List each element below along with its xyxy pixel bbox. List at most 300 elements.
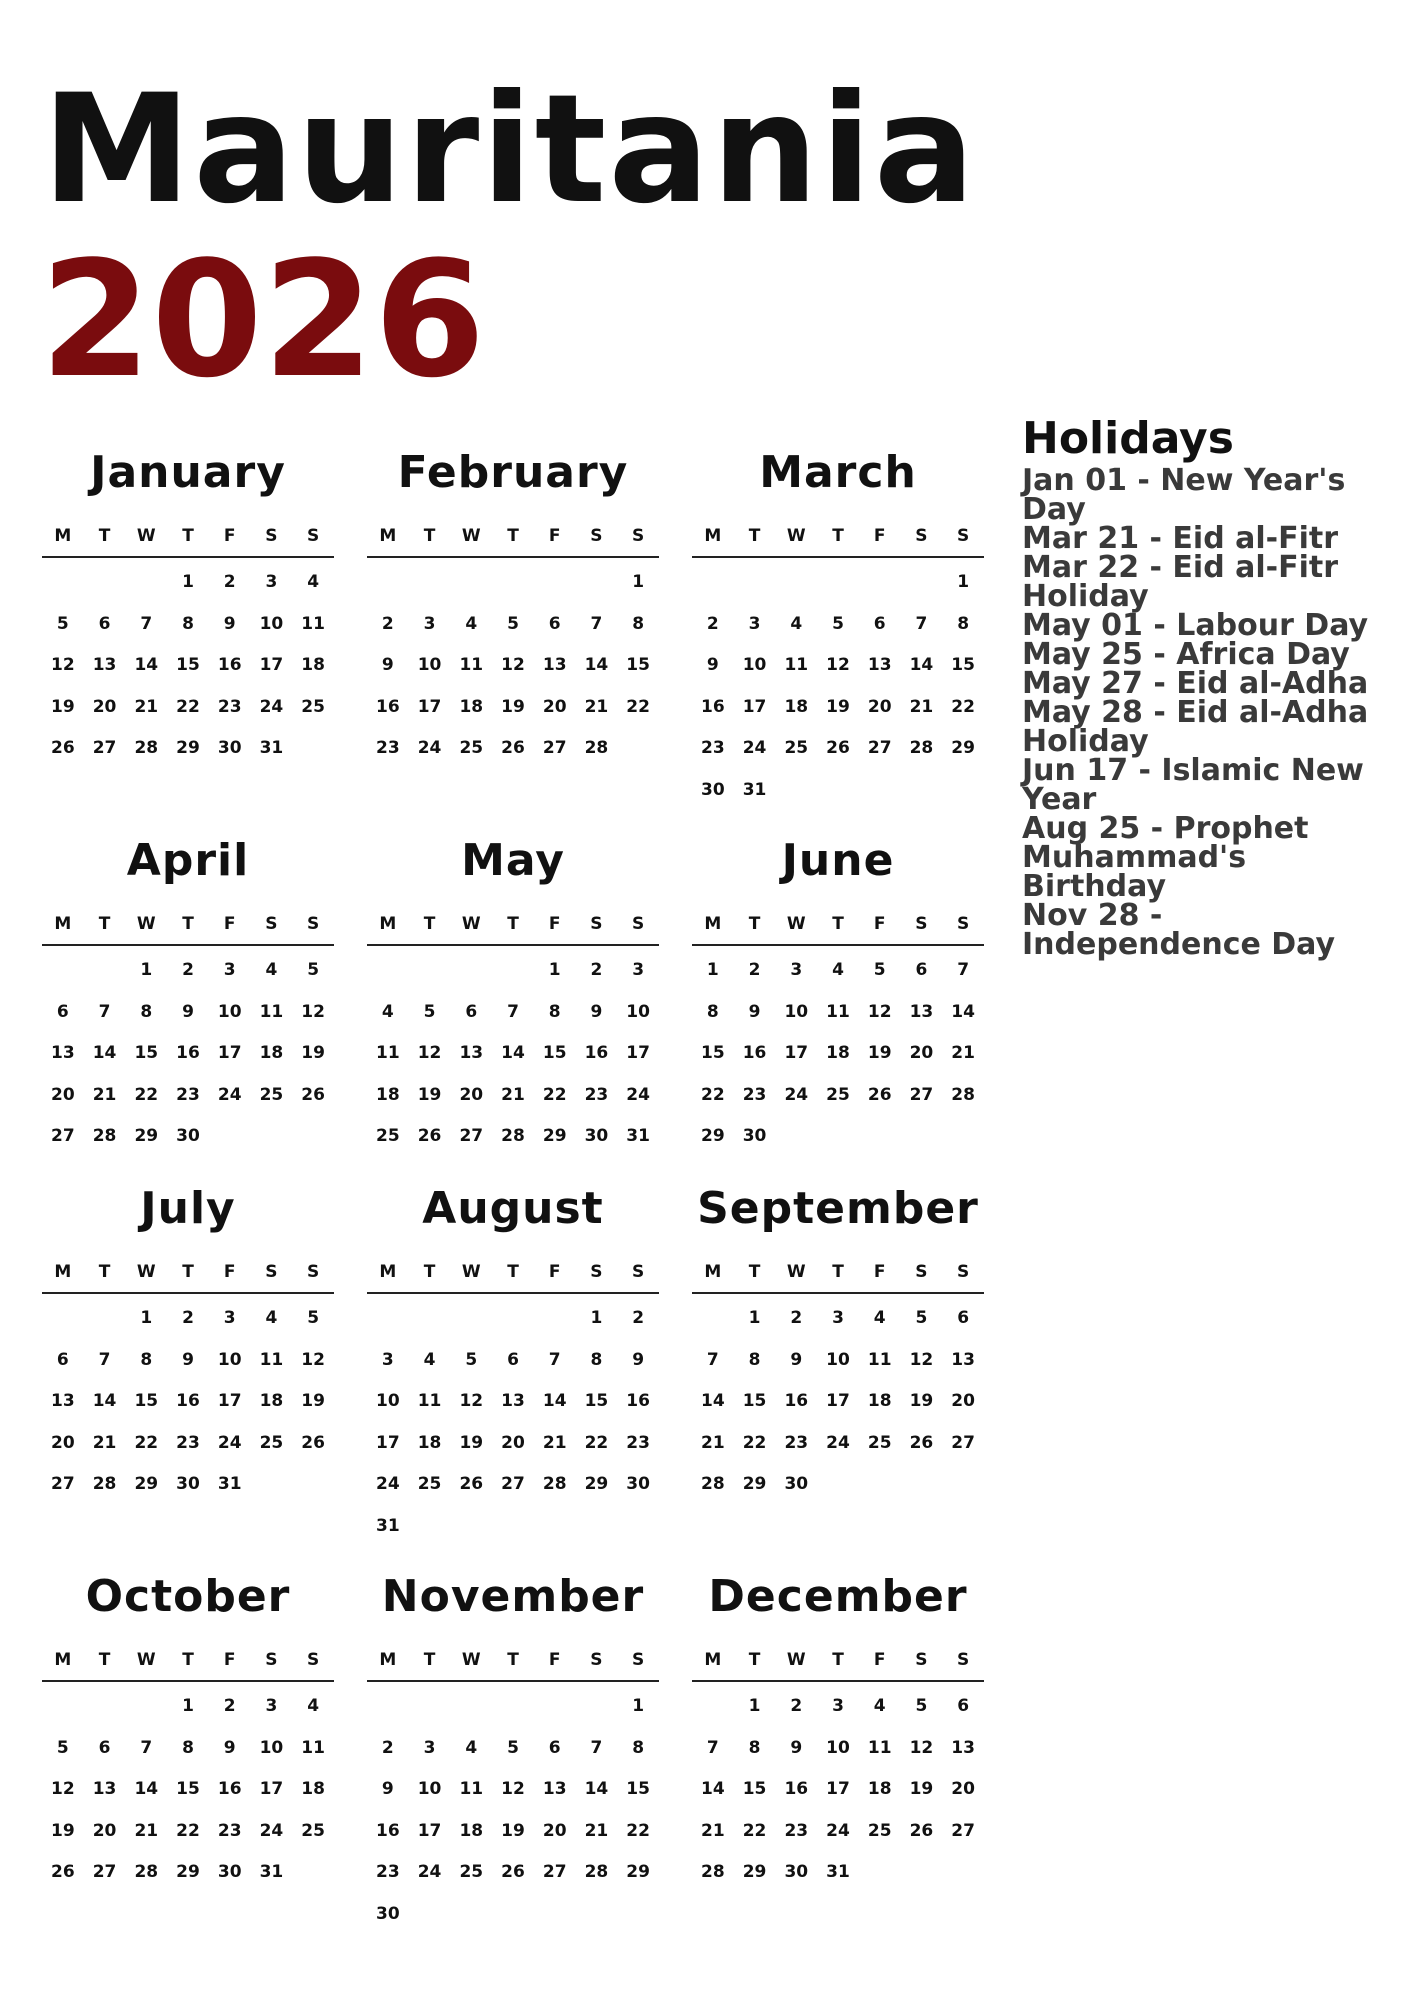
day-cell: 23: [217, 696, 242, 717]
day-cell: 28: [92, 1126, 117, 1146]
day-cell: 25: [301, 1820, 325, 1841]
month-calendar: [42, 830, 334, 1158]
day-cell: 11: [459, 1779, 484, 1799]
empty-day-cell: [84, 950, 126, 992]
day-cell: 24: [826, 1432, 850, 1453]
day-cell: 13: [51, 1043, 75, 1063]
day-cell: 17: [626, 1043, 650, 1063]
holiday-item: Jun 17 - Islamic New Year: [1022, 753, 1364, 817]
day-cell: 10: [376, 1391, 400, 1411]
holiday-item: May 27 - Eid al-Adha: [1022, 666, 1369, 701]
day-cell: 16: [626, 1391, 650, 1411]
day-cell: 30: [217, 1862, 242, 1882]
weekday-header: [42, 516, 334, 558]
day-cell: 12: [501, 1779, 525, 1799]
day-cell: 31: [376, 1515, 400, 1536]
day-cell: 23: [176, 1084, 200, 1105]
day-cell: 22: [134, 1084, 159, 1105]
day-cell: 16: [217, 655, 242, 675]
day-cell: 16: [784, 1391, 809, 1411]
empty-day-cell: [42, 1298, 84, 1340]
days-grid: [42, 946, 334, 1158]
day-cell: 22: [626, 696, 650, 717]
day-cell: 19: [501, 696, 525, 717]
day-cell: 6: [548, 1737, 561, 1758]
day-cell: 5: [423, 1001, 436, 1022]
day-cell: 19: [867, 1043, 892, 1063]
day-cell: 1: [632, 1696, 645, 1716]
day-cell: 16: [376, 696, 400, 717]
day-cell: 12: [909, 1737, 934, 1758]
day-cell: 14: [501, 1043, 525, 1063]
day-cell: 31: [626, 1126, 650, 1146]
day-cell: 29: [134, 1474, 159, 1494]
day-cell: 22: [584, 1432, 609, 1453]
day-cell: 2: [706, 613, 719, 634]
day-cell: 4: [873, 1696, 886, 1716]
weekday-header: [42, 1640, 334, 1682]
empty-day-cell: [817, 562, 859, 604]
day-cell: 16: [217, 1779, 242, 1799]
day-cell: 23: [376, 738, 400, 758]
day-cell: 24: [626, 1084, 650, 1105]
day-cell: 8: [182, 613, 194, 634]
day-cell: 17: [826, 1779, 850, 1799]
weekday-label: F: [548, 914, 561, 934]
day-cell: 19: [826, 696, 850, 717]
day-cell: 12: [417, 1043, 442, 1063]
weekday-label: S: [957, 914, 970, 934]
day-cell: 28: [92, 1474, 117, 1494]
day-cell: 19: [459, 1432, 484, 1453]
day-cell: 14: [584, 1779, 609, 1799]
empty-day-cell: [692, 562, 734, 604]
weekday-label: S: [590, 1262, 603, 1282]
day-cell: 1: [706, 960, 719, 980]
day-cell: 22: [951, 696, 975, 717]
day-cell: 30: [176, 1474, 200, 1494]
day-cell: 1: [140, 1308, 153, 1328]
day-cell: 24: [217, 1084, 242, 1105]
day-cell: 27: [542, 1862, 567, 1882]
day-cell: 1: [182, 1696, 194, 1716]
day-cell: 8: [548, 1001, 561, 1022]
day-cell: 23: [584, 1084, 609, 1105]
day-cell: 8: [748, 1349, 761, 1370]
empty-day-cell: [534, 562, 576, 604]
day-cell: 18: [259, 1043, 284, 1063]
day-cell: 2: [223, 1696, 236, 1716]
day-cell: 20: [92, 696, 117, 717]
day-cell: 6: [98, 613, 111, 634]
empty-day-cell: [367, 562, 409, 604]
weekday-label: S: [915, 1650, 928, 1670]
empty-day-cell: [42, 950, 84, 992]
weekday-label: S: [632, 526, 645, 546]
day-cell: 12: [501, 655, 525, 675]
day-cell: 26: [459, 1474, 484, 1494]
day-cell: 21: [134, 1820, 159, 1841]
day-cell: 6: [915, 960, 928, 980]
day-cell: 19: [301, 1391, 325, 1411]
empty-day-cell: [492, 1686, 534, 1728]
day-cell: 26: [501, 738, 525, 758]
month-calendar: [367, 830, 659, 1158]
day-cell: 29: [542, 1126, 567, 1146]
weekday-header: [692, 904, 984, 946]
day-cell: 2: [590, 960, 603, 980]
holidays-panel: [1022, 412, 1382, 962]
day-cell: 10: [259, 1737, 284, 1758]
day-cell: 28: [584, 1862, 609, 1882]
day-cell: 26: [909, 1432, 934, 1453]
empty-day-cell: [409, 562, 451, 604]
day-cell: 7: [590, 613, 603, 634]
day-cell: 27: [459, 1126, 484, 1146]
day-cell: 26: [867, 1084, 892, 1105]
weekday-header: [367, 1252, 659, 1294]
day-cell: 3: [265, 1696, 278, 1716]
weekday-label: S: [265, 1262, 278, 1282]
day-cell: 7: [140, 1737, 153, 1758]
day-cell: 6: [98, 1737, 111, 1758]
weekday-label: F: [873, 1650, 886, 1670]
day-cell: 12: [867, 1001, 892, 1022]
day-cell: 13: [501, 1391, 525, 1411]
day-cell: 17: [826, 1391, 850, 1411]
day-cell: 20: [51, 1084, 75, 1105]
weekday-label: M: [704, 1262, 722, 1282]
day-cell: 11: [259, 1349, 284, 1370]
day-cell: 11: [301, 1737, 325, 1758]
weekday-label: F: [223, 1262, 236, 1282]
empty-day-cell: [42, 1686, 84, 1728]
day-cell: 15: [626, 655, 650, 675]
day-cell: 29: [742, 1862, 767, 1882]
day-cell: 17: [217, 1043, 242, 1063]
day-cell: 15: [701, 1043, 725, 1063]
day-cell: 26: [51, 738, 75, 758]
weekday-header: [367, 1640, 659, 1682]
month-name: October: [85, 1571, 291, 1622]
weekday-header: [367, 516, 659, 558]
weekday-label: T: [507, 1650, 519, 1670]
weekday-label: S: [265, 526, 278, 546]
weekday-label: T: [507, 1262, 519, 1282]
weekday-header: [692, 1252, 984, 1294]
day-cell: 30: [217, 738, 242, 758]
day-cell: 29: [701, 1126, 725, 1146]
day-cell: 3: [790, 960, 803, 980]
day-cell: 20: [951, 1391, 975, 1411]
day-cell: 15: [134, 1043, 159, 1063]
day-cell: 14: [542, 1391, 567, 1411]
day-cell: 14: [92, 1043, 117, 1063]
day-cell: 24: [417, 1862, 442, 1882]
day-cell: 14: [951, 1001, 975, 1022]
holiday-item: Nov 28 - Independence Day: [1022, 898, 1336, 962]
weekday-label: S: [265, 914, 278, 934]
day-cell: 18: [459, 1820, 484, 1841]
days-grid: [367, 558, 659, 770]
day-cell: 18: [417, 1432, 442, 1453]
weekday-label: T: [98, 1650, 111, 1670]
weekday-label: F: [873, 914, 886, 934]
day-cell: 15: [176, 1779, 200, 1799]
day-cell: 9: [381, 1779, 394, 1799]
day-cell: 5: [507, 613, 519, 634]
day-cell: 9: [223, 1737, 236, 1758]
holiday-item: Aug 25 - Prophet Muhammad's Birthday: [1022, 811, 1309, 904]
weekday-label: M: [704, 1650, 722, 1670]
empty-day-cell: [409, 1298, 451, 1340]
day-cell: 9: [632, 1349, 645, 1370]
day-cell: 31: [217, 1474, 242, 1494]
day-cell: 31: [826, 1862, 850, 1882]
day-cell: 26: [301, 1432, 325, 1453]
day-cell: 25: [459, 738, 484, 758]
empty-day-cell: [367, 1686, 409, 1728]
day-cell: 9: [790, 1349, 803, 1370]
day-cell: 10: [217, 1001, 242, 1022]
day-cell: 11: [867, 1737, 892, 1758]
month-calendar: [367, 1566, 659, 1935]
day-cell: 22: [626, 1820, 650, 1841]
day-cell: 31: [259, 738, 284, 758]
day-cell: 13: [542, 655, 567, 675]
day-cell: 22: [134, 1432, 159, 1453]
weekday-label: S: [590, 914, 603, 934]
day-cell: 6: [957, 1696, 970, 1716]
weekday-label: S: [915, 1262, 928, 1282]
weekday-label: S: [632, 914, 645, 934]
day-cell: 23: [784, 1432, 809, 1453]
day-cell: 21: [584, 1820, 609, 1841]
weekday-label: M: [704, 526, 722, 546]
day-cell: 20: [909, 1043, 934, 1063]
day-cell: 11: [417, 1391, 442, 1411]
weekday-label: T: [423, 1262, 436, 1282]
days-grid: [692, 558, 984, 811]
day-cell: 11: [867, 1349, 892, 1370]
day-cell: 16: [176, 1043, 200, 1063]
day-cell: 24: [784, 1084, 809, 1105]
day-cell: 15: [626, 1779, 650, 1799]
day-cell: 18: [301, 655, 325, 675]
weekday-label: S: [957, 526, 970, 546]
day-cell: 17: [784, 1043, 809, 1063]
weekday-label: T: [832, 1650, 844, 1670]
day-cell: 27: [951, 1820, 975, 1841]
day-cell: 15: [584, 1391, 609, 1411]
empty-day-cell: [692, 1686, 734, 1728]
page-title: Mauritania: [42, 63, 978, 237]
day-cell: 18: [826, 1043, 850, 1063]
day-cell: 24: [259, 696, 284, 717]
day-cell: 26: [826, 738, 850, 758]
empty-day-cell: [450, 1298, 492, 1340]
month-calendar: [692, 830, 984, 1158]
day-cell: 30: [784, 1474, 809, 1494]
weekday-label: W: [461, 1262, 481, 1282]
weekday-label: M: [379, 1650, 397, 1670]
day-cell: 21: [134, 696, 159, 717]
day-cell: 31: [259, 1862, 284, 1882]
days-grid: [692, 946, 984, 1158]
weekday-label: W: [786, 526, 806, 546]
day-cell: 21: [701, 1820, 725, 1841]
weekday-label: F: [548, 1650, 561, 1670]
days-grid: [367, 946, 659, 1158]
day-cell: 4: [381, 1001, 394, 1022]
day-cell: 28: [584, 738, 609, 758]
day-cell: 30: [376, 1903, 400, 1924]
day-cell: 6: [873, 613, 886, 634]
days-grid: [692, 1294, 984, 1506]
day-cell: 17: [217, 1391, 242, 1411]
day-cell: 13: [459, 1043, 484, 1063]
day-cell: 7: [590, 1737, 603, 1758]
weekday-label: F: [873, 1262, 886, 1282]
year-heading: 2026: [40, 226, 486, 413]
day-cell: 8: [140, 1001, 153, 1022]
day-cell: 3: [832, 1308, 844, 1328]
day-cell: 20: [459, 1084, 484, 1105]
day-cell: 30: [784, 1862, 809, 1882]
day-cell: 9: [182, 1349, 194, 1370]
day-cell: 21: [542, 1432, 567, 1453]
month-calendar: [42, 442, 334, 770]
empty-day-cell: [84, 1298, 126, 1340]
holiday-item: May 28 - Eid al-Adha Holiday: [1022, 695, 1369, 759]
day-cell: 16: [584, 1043, 609, 1063]
weekday-label: W: [136, 914, 156, 934]
day-cell: 4: [307, 572, 320, 592]
month-name: February: [397, 447, 629, 498]
day-cell: 25: [867, 1820, 892, 1841]
weekday-label: T: [182, 526, 194, 546]
empty-day-cell: [450, 950, 492, 992]
day-cell: 3: [632, 960, 645, 980]
weekday-label: W: [461, 1650, 481, 1670]
weekday-label: M: [379, 1262, 397, 1282]
day-cell: 10: [217, 1349, 242, 1370]
day-cell: 18: [376, 1084, 400, 1105]
day-cell: 25: [259, 1084, 284, 1105]
weekday-label: S: [590, 526, 603, 546]
empty-day-cell: [534, 1686, 576, 1728]
day-cell: 25: [301, 696, 325, 717]
day-cell: 10: [259, 613, 284, 634]
day-cell: 15: [542, 1043, 567, 1063]
day-cell: 21: [92, 1432, 117, 1453]
empty-day-cell: [692, 1298, 734, 1340]
empty-day-cell: [576, 562, 618, 604]
day-cell: 6: [507, 1349, 519, 1370]
day-cell: 27: [867, 738, 892, 758]
day-cell: 1: [140, 960, 153, 980]
empty-day-cell: [775, 562, 817, 604]
day-cell: 31: [742, 779, 767, 800]
day-cell: 10: [784, 1001, 809, 1022]
day-cell: 1: [182, 572, 194, 592]
day-cell: 12: [826, 655, 850, 675]
day-cell: 3: [423, 1737, 436, 1758]
day-cell: 6: [56, 1349, 69, 1370]
empty-day-cell: [84, 562, 126, 604]
day-cell: 9: [748, 1001, 761, 1022]
days-grid: [367, 1682, 659, 1935]
weekday-label: S: [915, 914, 928, 934]
day-cell: 4: [832, 960, 844, 980]
day-cell: 26: [51, 1862, 75, 1882]
day-cell: 12: [51, 655, 75, 675]
day-cell: 3: [381, 1349, 394, 1370]
day-cell: 2: [223, 572, 236, 592]
day-cell: 7: [957, 960, 970, 980]
day-cell: 29: [176, 1862, 200, 1882]
day-cell: 14: [584, 655, 609, 675]
month-name: August: [422, 1183, 604, 1234]
day-cell: 5: [915, 1696, 928, 1716]
day-cell: 24: [417, 738, 442, 758]
month-name: December: [708, 1571, 968, 1622]
day-cell: 10: [626, 1001, 650, 1022]
weekday-label: W: [461, 914, 481, 934]
day-cell: 5: [465, 1349, 478, 1370]
month-calendar: [42, 1566, 334, 1894]
day-cell: 14: [92, 1391, 117, 1411]
weekday-label: T: [748, 914, 761, 934]
day-cell: 16: [176, 1391, 200, 1411]
weekday-label: S: [307, 526, 320, 546]
empty-day-cell: [492, 950, 534, 992]
day-cell: 6: [548, 613, 561, 634]
weekday-label: T: [832, 1262, 844, 1282]
day-cell: 5: [873, 960, 886, 980]
day-cell: 2: [790, 1308, 803, 1328]
day-cell: 12: [301, 1001, 325, 1022]
day-cell: 7: [98, 1349, 111, 1370]
month-calendar: [692, 442, 984, 811]
day-cell: 18: [459, 696, 484, 717]
day-cell: 21: [701, 1432, 725, 1453]
day-cell: 5: [915, 1308, 928, 1328]
empty-day-cell: [367, 1298, 409, 1340]
day-cell: 28: [701, 1474, 725, 1494]
day-cell: 5: [307, 960, 320, 980]
weekday-label: M: [379, 914, 397, 934]
holiday-list: [1022, 463, 1382, 962]
weekday-label: F: [548, 526, 561, 546]
day-cell: 13: [92, 655, 117, 675]
day-cell: 29: [584, 1474, 609, 1494]
day-cell: 17: [376, 1432, 400, 1453]
day-cell: 5: [832, 613, 844, 634]
day-cell: 29: [951, 738, 975, 758]
day-cell: 13: [951, 1349, 975, 1370]
weekday-label: S: [307, 1262, 320, 1282]
day-cell: 30: [742, 1126, 767, 1146]
day-cell: 4: [873, 1308, 886, 1328]
empty-day-cell: [125, 562, 167, 604]
day-cell: 7: [548, 1349, 561, 1370]
day-cell: 1: [590, 1308, 603, 1328]
day-cell: 4: [423, 1349, 436, 1370]
day-cell: 3: [832, 1696, 844, 1716]
day-cell: 23: [742, 1084, 767, 1105]
day-cell: 19: [501, 1820, 525, 1841]
